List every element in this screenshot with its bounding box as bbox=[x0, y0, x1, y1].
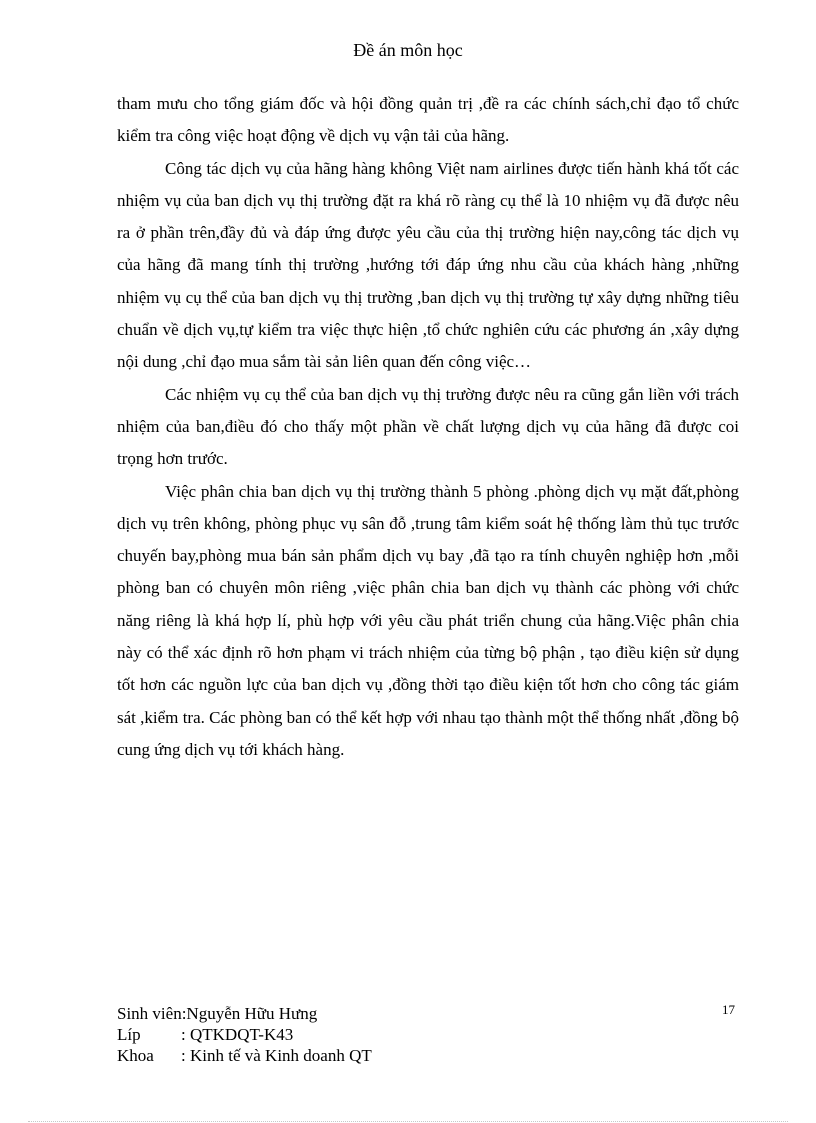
footer-faculty-value: : Kinh tế và Kinh doanh QT bbox=[181, 1046, 372, 1065]
footer-class-row bbox=[117, 1024, 372, 1045]
footer-faculty-label: Khoa bbox=[117, 1046, 154, 1065]
footer-class-label: Líp bbox=[117, 1025, 141, 1044]
page-bottom-rule bbox=[28, 1121, 788, 1122]
footer-faculty-row bbox=[117, 1045, 372, 1066]
paragraph-4: Việc phân chia ban dịch vụ thị trường thành 5 phòng .phòng dịch vụ mặt đất,phòng dịch vụ trên không, phòng phục vụ sân đỗ ,trung tâm kiểm soát hệ thống làm thủ tục trước chuyến bay,phòng mua bán sản phẩm dịch vụ bay ,đã tạo ra tính chuyên nghiệp hơn ,mỗi phòng ban có chuyên môn riêng ,việc phân chia ban dịch vụ thành các phòng với chức năng riêng là khá hợp lí, phù hợp với yêu cầu phát triển chung của hãng.Việc phân chia này có thể xác định rõ hơn phạm vi trách nhiệm của từng bộ phận , tạo điều kiện sử dụng tốt hơn các nguồn lực của ban dịch vụ ,đồng thời tạo điều kiện tốt hơn cho công tác giám sát ,kiểm tra. Các phòng ban có thể kết hợp với nhau tạo thành một thể thống nhất ,đồng bộ cung ứng dịch vụ tới khách hàng. bbox=[117, 481, 739, 759]
body-text bbox=[117, 88, 739, 766]
footer-class-value: : QTKDQT-K43 bbox=[181, 1025, 294, 1044]
page-number: 17 bbox=[722, 1002, 735, 1017]
footer-student-row bbox=[117, 1003, 372, 1024]
footer-student: Sinh viên:Nguyễn Hữu Hưng bbox=[117, 1004, 318, 1023]
page-header-title: Đề án môn học bbox=[353, 40, 463, 60]
paragraph-2: Công tác dịch vụ của hãng hàng không Việt nam airlines được tiến hành khá tốt các nhiệm vụ của ban dịch vụ thị trường đặt ra khá rõ ràng cụ thể là 10 nhiệm vụ đã được nêu ra ở phần trên,đầy đủ và đáp ứng được yêu cầu của thị trường hiện nay,công tác dịch vụ của hãng đã mang tính thị trường ,hướng tới đáp ứng nhu cầu của khách hàng ,những nhiệm vụ cụ thể của ban dịch vụ thị trường ,ban dịch vụ thị trường tự xây dựng những tiêu chuẩn về dịch vụ,tự kiểm tra việc thực hiện ,tổ chức nghiên cứu các phương án ,xây dựng nội dung ,chỉ đạo mua sắm tài sản liên quan đến công việc… bbox=[117, 158, 739, 372]
paragraph-3: Các nhiệm vụ cụ thể của ban dịch vụ thị trường được nêu ra cũng gắn liền với trách nhiệm của ban,điều đó cho thấy một phần về chất lượng dịch vụ của hãng đã được coi trọng hơn trước. bbox=[117, 384, 739, 469]
paragraph-1: tham mưu cho tổng giám đốc và hội đồng quản trị ,đề ra các chính sách,chỉ đạo tổ chức kiểm tra công việc hoạt động về dịch vụ vận tải của hãng. bbox=[117, 94, 739, 146]
page-footer bbox=[117, 1003, 372, 1066]
